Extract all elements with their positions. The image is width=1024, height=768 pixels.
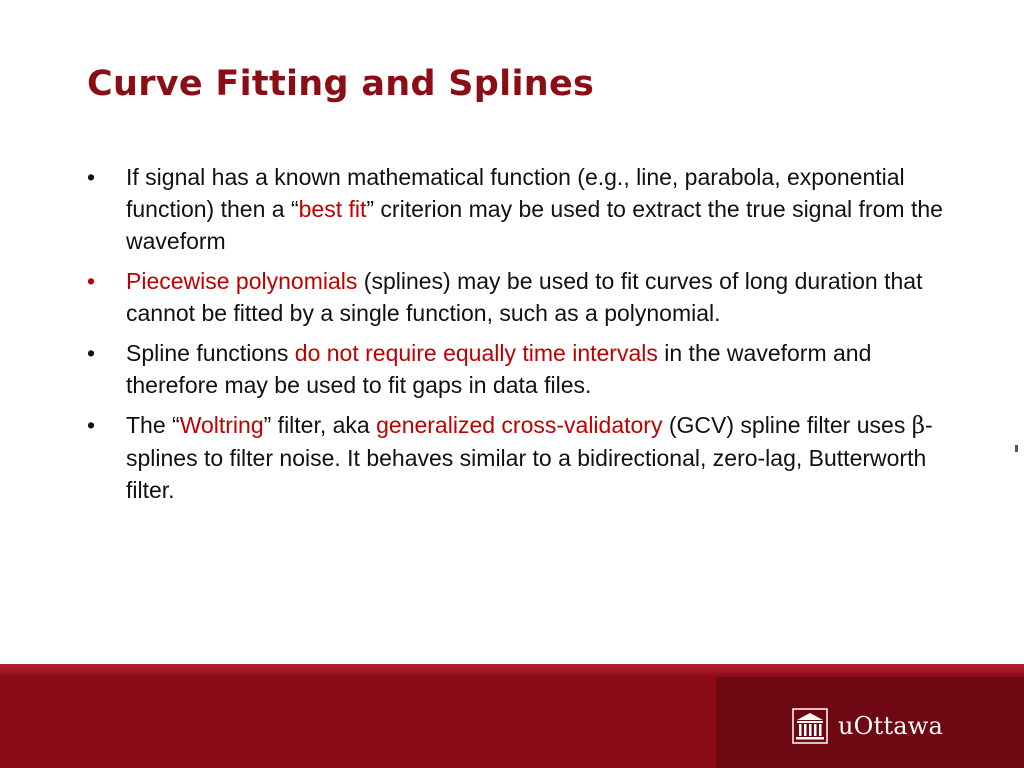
bullet-item — [87, 337, 947, 401]
bullet-text: in the waveform and therefore may be used to fit gaps in data files. — [126, 340, 872, 398]
bullet-text: Spline functions — [126, 340, 295, 366]
bullet-text: (splines) may be used to fit curves of long duration that cannot be fitted by a single function, such as a polynomial. — [126, 268, 923, 326]
highlight-text: Woltring — [179, 412, 264, 438]
bullet-item — [87, 161, 947, 257]
footer-shade — [0, 664, 1024, 677]
bullet-text: ” filter, aka — [263, 412, 377, 438]
bullet-text: ” criterion may be used to extract the true signal from the waveform — [126, 196, 943, 254]
university-building-icon — [792, 708, 828, 744]
edge-mark — [1015, 445, 1018, 452]
highlight-text: do not require equally time intervals — [294, 340, 658, 366]
bullet-marker: • — [87, 340, 96, 366]
bullet-text: The “ — [126, 412, 180, 438]
bullet-marker: • — [87, 268, 96, 294]
bullet-item — [87, 265, 947, 329]
bullet-marker: • — [87, 164, 96, 190]
highlight-text: Piecewise polynomials — [126, 268, 358, 294]
bullet-list — [87, 161, 947, 514]
bullet-text: (GCV) spline filter uses — [662, 412, 912, 438]
beta-symbol: β — [911, 413, 926, 439]
bullet-text: If signal has a known mathematical function (e.g., line, parabola, exponential function) then a “ — [126, 164, 905, 222]
highlight-text: best fit — [298, 196, 367, 222]
highlight-text: generalized cross-validatory — [376, 412, 663, 438]
bullet-item — [87, 409, 947, 506]
logo-text: uOttawa — [838, 712, 943, 740]
slide-title: Curve Fitting and Splines — [87, 64, 595, 104]
university-logo — [792, 706, 943, 746]
bullet-marker: • — [87, 412, 96, 438]
bullet-text: -splines to filter noise. It behaves similar to a bidirectional, zero-lag, Butterworth filter. — [126, 412, 933, 503]
